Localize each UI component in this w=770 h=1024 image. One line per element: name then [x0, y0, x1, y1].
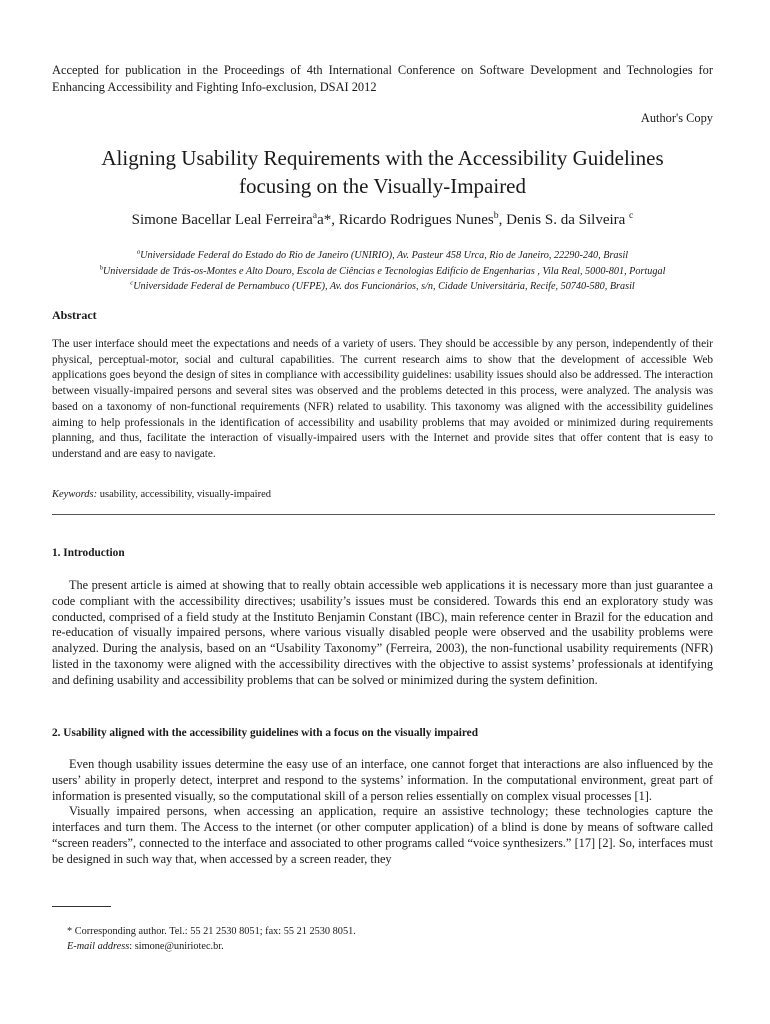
- authors-copy-label: Author's Copy: [640, 111, 713, 125]
- footnote-corresponding-author: * Corresponding author. Tel.: 55 21 2530 8051; fax: 55 21 2530 8051.: [67, 926, 356, 937]
- section-2-paragraph-2: Visually impaired persons, when accessing an application, require an assistive technology; these technologies capture the interfaces and turn them. The Access to the internet (or other computer application) of a blind is done by means of software called “screen readers”, connected to the interface and associated to other programs called “voice synthesizers.” [17] [2]. So, interfaces must be designed in such way that, when accessed by a screen reader, they: [52, 804, 713, 866]
- affiliations: [52, 248, 713, 295]
- author-1-mark: a: [312, 210, 318, 221]
- abstract-text: The user interface should meet the expectations and needs of a variety of users. They should be accessible by any person, independently of their physical, perceptual-motor, social and cultural capabilities. The current research aims to show that the development of accessible Web applications goes beyond the design of sites in compliance with accessibility guidelines: usability issues should also be addressed. The interaction between visually-impaired persons and several sites was observed and the problems detected in this process, were analyzed. The analysis was based on a taxonomy of non-functional requirements (NFR) related to usability. This taxonomy was aligned with the accessibility guidelines aiming to help professionals in the identification of accessibility and usability problems that may avoided or minimized during requirements planning, and thus, facilitate the interaction of visually-impaired users with the Internet and provide sites that offer content that is easy to understand and are easy to navigate.: [52, 338, 713, 460]
- author-1-name: Simone Bacellar Leal Ferreira: [131, 212, 313, 228]
- paper-title: [52, 144, 713, 200]
- footnote-email: [52, 939, 356, 954]
- publication-notice: Accepted for publication in the Proceedings of 4th International Conference on Software Development and Technologies for Enhancing Accessibility and Fighting Info-exclusion, DSAI 2012: [52, 63, 713, 94]
- section-2-paragraph-1: Even though usability issues determine the easy use of an interface, one cannot forget that interactions are also influenced by the users’ ability in properly detect, interpret and respond to the systems’ information. In the computational environment, great part of information is presented visually, so the computational skill of a person relies essentially on complex visual processes [1].: [52, 757, 713, 803]
- keywords: [52, 489, 271, 500]
- section-2-heading: 2. Usability aligned with the accessibility guidelines with a focus on the visually impaired: [52, 727, 478, 739]
- title-line-1: Aligning Usability Requirements with the Accessibility Guidelines: [101, 146, 664, 170]
- section-1-text: The present article is aimed at showing that to really obtain accessible web applications it is necessary more than just guarantee a code compliant with the accessibility directives; usability’s issues must be considered. Towards this end an exploratory study was conducted, comprised of a field study at the Instituto Benjamin Constant (IBC), main reference center in Brazil for the education and re-education of visually impaired persons, where various visually disabled people were observed and the usability problems were analyzed. During the analysis, based on an “Usability Taxonomy” (Ferreira, 2003), the non-functional usability requirements (NFR) listed in the taxonomy were aligned with the accessibility directives with the objective to assist systems’ professionals at identifying and defining usability and accessibility problems that can be solved or minimized during the system definition.: [52, 578, 713, 687]
- abstract-heading: Abstract: [52, 308, 97, 322]
- affiliation-a: $^a$Universidade Federal do Estado do Rio de Janeiro (UNIRIO), Av. Pasteur 458 Urca, Rio de Janeiro, 22290-240, Brasil: [136, 248, 629, 261]
- keywords-value: usability, accessibility, visually-impaired: [97, 489, 272, 500]
- footnote-email-label: E-mail address: [67, 941, 130, 952]
- affiliation-c: $^c$Universidade Federal de Pernambuco (UFPE), Av. dos Funcionários, s/n, Cidade Universitária, Recife, 50740-580, Brasil: [130, 279, 635, 292]
- footnote-divider: [52, 906, 111, 907]
- author-2-name: , Ricardo Rodrigues Nunes: [331, 212, 494, 228]
- title-line-2: focusing on the Visually-Impaired: [238, 174, 527, 198]
- author-3-name: , Denis S. da Silveira: [498, 212, 630, 228]
- author-1-suffix: a*: [317, 212, 332, 228]
- footnote: [52, 924, 356, 954]
- section-1-heading: 1. Introduction: [52, 547, 125, 559]
- section-2-body: [52, 757, 713, 868]
- footnote-email-value: : simone@uniriotec.br.: [129, 941, 224, 952]
- affiliation-b: $^b$Universidade de Trás-os-Montes e Alto Douro, Escola de Ciências e Tecnologias Edifício de Engenharias , Vila Real, 5000-801, Portugal: [99, 264, 666, 277]
- author-2-mark: b: [493, 210, 499, 221]
- author-list: [52, 212, 713, 229]
- author-3-mark: c: [629, 210, 634, 221]
- keywords-label: Keywords:: [52, 489, 98, 500]
- section-divider: [52, 514, 715, 515]
